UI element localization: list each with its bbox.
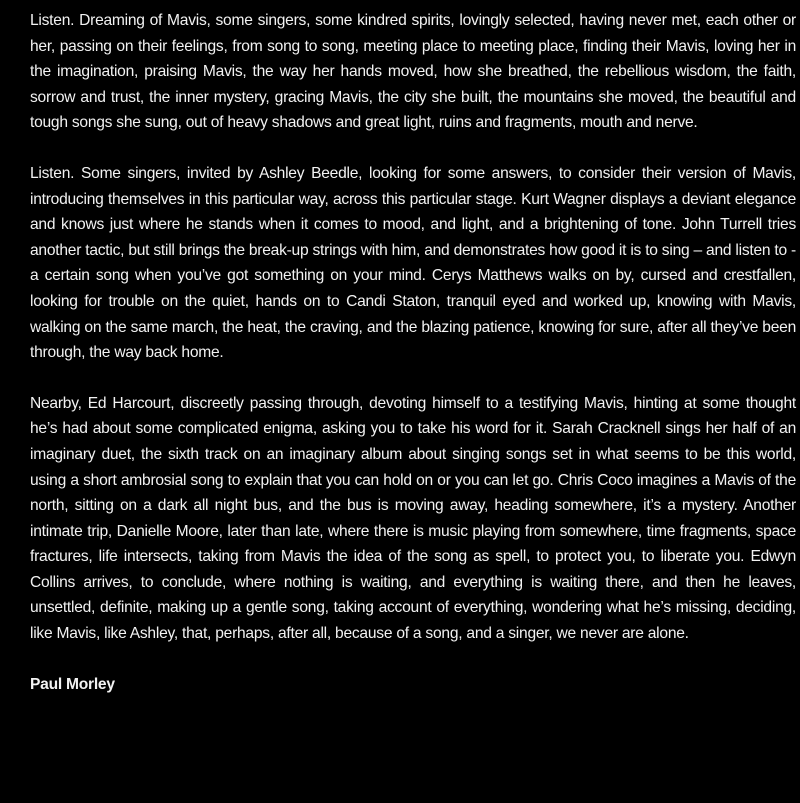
liner-notes-page: [30, 8, 796, 697]
paragraph-3: Nearby, Ed Harcourt, discreetly passing through, devoting himself to a testifying Mavis, hinting at some thought he’s had about some complicated enigma, asking you to take his word for it. Sarah Cracknell sings her half of an imaginary duet, the sixth track on an imaginary album about singing songs set in what seems to be this world, using a short ambrosial song to explain that you can hold on or you can let go. Chris Coco imagines a Mavis of the north, sitting on a dark all night bus, and the bus is moving away, heading somewhere, it’s a mystery. Another intimate trip, Danielle Moore, later than late, where there is music playing from somewhere, time fragments, space fractures, life intersects, taking from Mavis the idea of the song as spell, to protect you, to liberate you. Edwyn Collins arrives, to conclude, where nothing is waiting, and everything is waiting there, and then he leaves, unsettled, definite, making up a gentle song, taking account of everything, wondering what he’s missing, deciding, like Mavis, like Ashley, that, perhaps, after all, because of a song, and a singer, we never are alone.: [30, 394, 796, 643]
paragraph-2: Listen. Some singers, invited by Ashley Beedle, looking for some answers, to consider their version of Mavis, introducing themselves in this particular way, across this particular stage. Kurt Wagner displays a deviant elegance and knows just where he stands when it comes to mood, and light, and a brightening of tone. John Turrell tries another tactic, but still brings the break-up strings with him, and demonstrates how good it is to sing – and listen to - a certain song when you’ve got something on your mind. Cerys Matthews walks on by, cursed and crestfallen, looking for trouble on the quiet, hands on to Candi Staton, tranquil eyed and worked up, knowing with Mavis, walking on the same march, the heat, the craving, and the blazing patience, knowing for sure, after all they’ve been through, the way back home.: [30, 164, 796, 362]
author-signature: Paul Morley: [30, 675, 115, 693]
paragraph-1: Listen. Dreaming of Mavis, some singers, some kindred spirits, lovingly selected, having never met, each other or her, passing on their feelings, from song to song, meeting place to meeting place, finding their Mavis, loving her in the imagination, praising Mavis, the way her hands moved, how she breathed, the rebellious wisdom, the faith, sorrow and trust, the inner mystery, gracing Mavis, the city she built, the mountains she moved, the beautiful and tough songs she sung, out of heavy shadows and great light, ruins and fragments, mouth and nerve.: [30, 12, 796, 132]
